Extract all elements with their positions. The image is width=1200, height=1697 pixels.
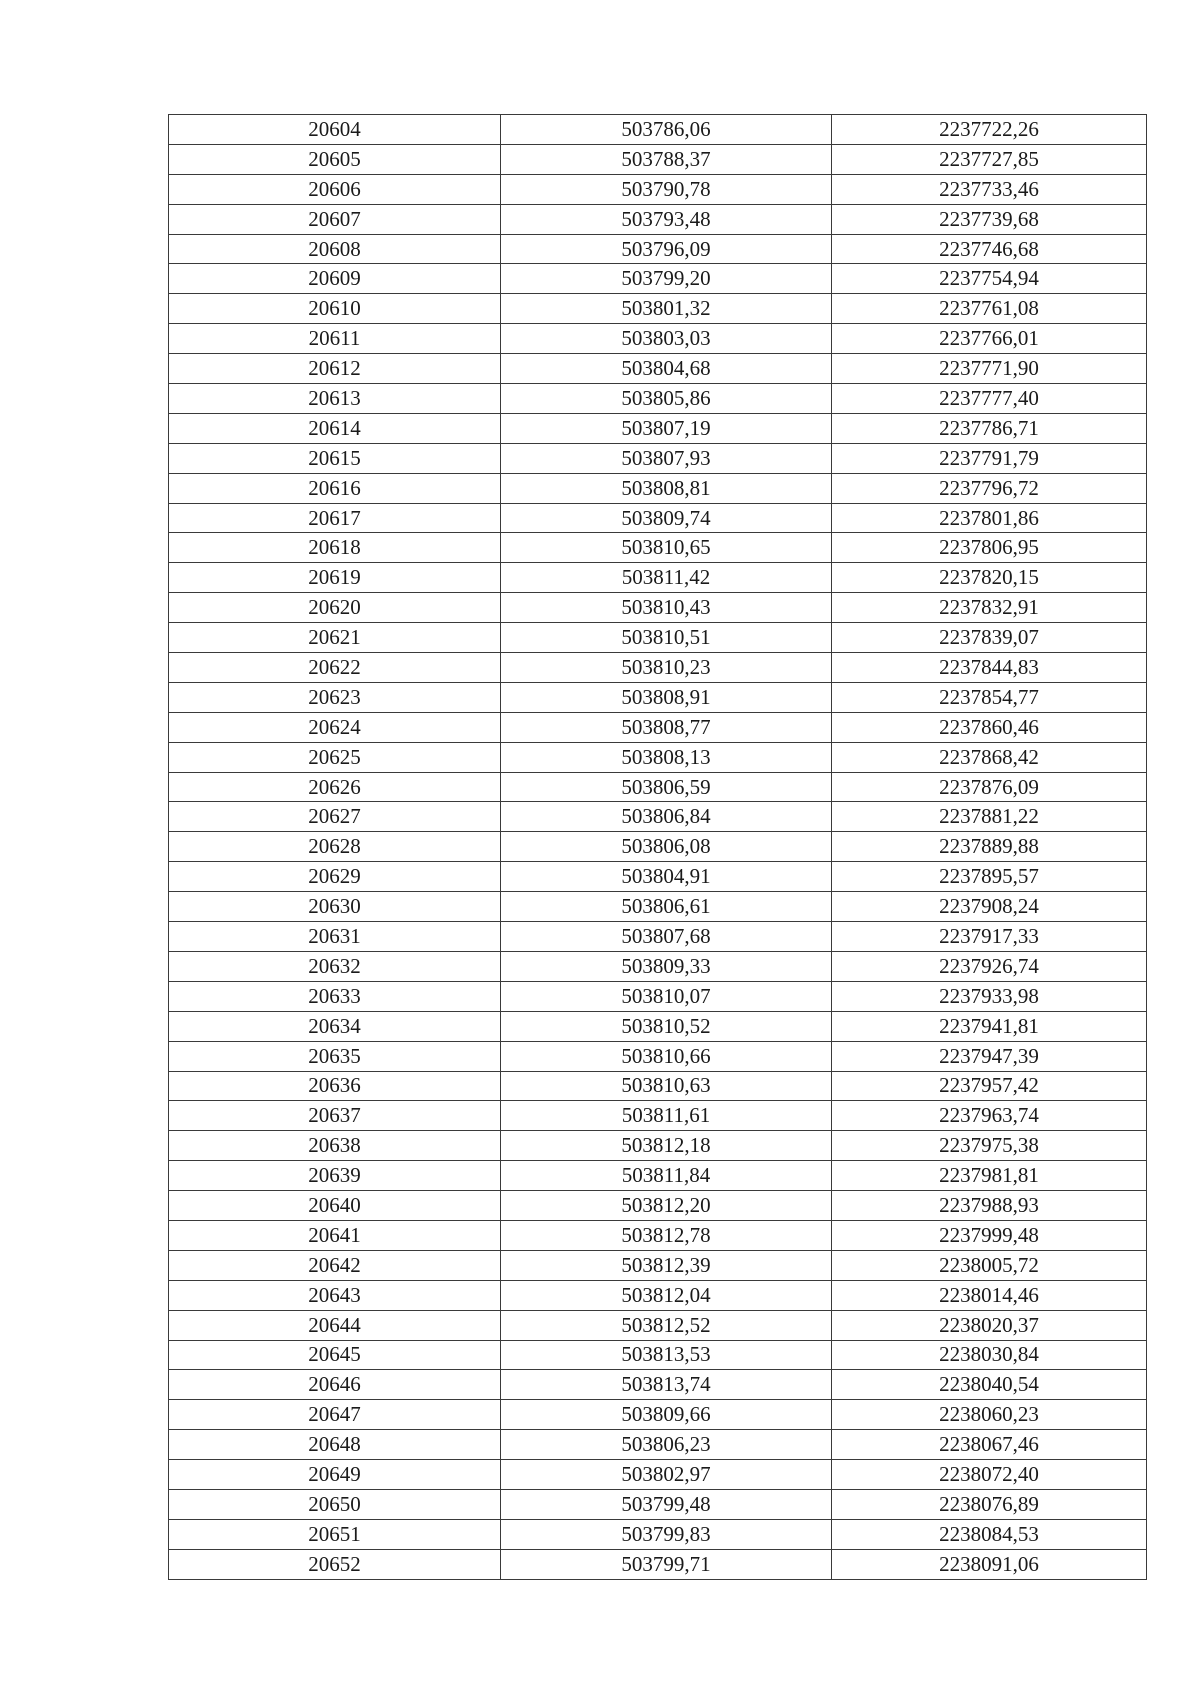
point-number-cell: 20622 xyxy=(169,653,501,683)
x-coordinate-cell: 503811,61 xyxy=(501,1101,832,1131)
point-number-cell: 20610 xyxy=(169,294,501,324)
y-coordinate-cell: 2237761,08 xyxy=(832,294,1147,324)
y-coordinate-cell: 2237806,95 xyxy=(832,533,1147,563)
table-row xyxy=(169,324,1147,354)
x-coordinate-cell: 503804,68 xyxy=(501,354,832,384)
y-coordinate-cell: 2238067,46 xyxy=(832,1430,1147,1460)
y-coordinate-cell: 2237926,74 xyxy=(832,951,1147,981)
point-number-cell: 20652 xyxy=(169,1549,501,1579)
table-row xyxy=(169,1549,1147,1579)
table-row xyxy=(169,384,1147,414)
x-coordinate-cell: 503806,23 xyxy=(501,1430,832,1460)
table-row xyxy=(169,443,1147,473)
y-coordinate-cell: 2237941,81 xyxy=(832,1011,1147,1041)
point-number-cell: 20634 xyxy=(169,1011,501,1041)
x-coordinate-cell: 503813,74 xyxy=(501,1370,832,1400)
y-coordinate-cell: 2237844,83 xyxy=(832,653,1147,683)
point-number-cell: 20649 xyxy=(169,1460,501,1490)
x-coordinate-cell: 503808,81 xyxy=(501,473,832,503)
point-number-cell: 20635 xyxy=(169,1041,501,1071)
x-coordinate-cell: 503808,77 xyxy=(501,712,832,742)
coordinates-table-body xyxy=(169,115,1147,1580)
y-coordinate-cell: 2237876,09 xyxy=(832,772,1147,802)
table-row xyxy=(169,1191,1147,1221)
table-row xyxy=(169,862,1147,892)
y-coordinate-cell: 2238091,06 xyxy=(832,1549,1147,1579)
y-coordinate-cell: 2237766,01 xyxy=(832,324,1147,354)
point-number-cell: 20616 xyxy=(169,473,501,503)
table-row xyxy=(169,264,1147,294)
x-coordinate-cell: 503793,48 xyxy=(501,204,832,234)
y-coordinate-cell: 2237957,42 xyxy=(832,1071,1147,1101)
y-coordinate-cell: 2237839,07 xyxy=(832,623,1147,653)
point-number-cell: 20647 xyxy=(169,1400,501,1430)
point-number-cell: 20639 xyxy=(169,1161,501,1191)
x-coordinate-cell: 503809,74 xyxy=(501,503,832,533)
y-coordinate-cell: 2237917,33 xyxy=(832,922,1147,952)
x-coordinate-cell: 503811,84 xyxy=(501,1161,832,1191)
y-coordinate-cell: 2237739,68 xyxy=(832,204,1147,234)
point-number-cell: 20627 xyxy=(169,802,501,832)
x-coordinate-cell: 503812,39 xyxy=(501,1250,832,1280)
x-coordinate-cell: 503806,59 xyxy=(501,772,832,802)
point-number-cell: 20638 xyxy=(169,1131,501,1161)
x-coordinate-cell: 503810,51 xyxy=(501,623,832,653)
x-coordinate-cell: 503812,78 xyxy=(501,1220,832,1250)
y-coordinate-cell: 2237796,72 xyxy=(832,473,1147,503)
y-coordinate-cell: 2238020,37 xyxy=(832,1310,1147,1340)
y-coordinate-cell: 2238030,84 xyxy=(832,1340,1147,1370)
y-coordinate-cell: 2237727,85 xyxy=(832,144,1147,174)
table-row xyxy=(169,1250,1147,1280)
x-coordinate-cell: 503812,04 xyxy=(501,1280,832,1310)
x-coordinate-cell: 503813,53 xyxy=(501,1340,832,1370)
table-row xyxy=(169,503,1147,533)
y-coordinate-cell: 2237981,81 xyxy=(832,1161,1147,1191)
table-row xyxy=(169,742,1147,772)
point-number-cell: 20620 xyxy=(169,593,501,623)
x-coordinate-cell: 503810,66 xyxy=(501,1041,832,1071)
y-coordinate-cell: 2237999,48 xyxy=(832,1220,1147,1250)
y-coordinate-cell: 2237889,88 xyxy=(832,832,1147,862)
point-number-cell: 20637 xyxy=(169,1101,501,1131)
table-row xyxy=(169,1280,1147,1310)
point-number-cell: 20615 xyxy=(169,443,501,473)
point-number-cell: 20648 xyxy=(169,1430,501,1460)
table-row xyxy=(169,1489,1147,1519)
y-coordinate-cell: 2237975,38 xyxy=(832,1131,1147,1161)
x-coordinate-cell: 503810,52 xyxy=(501,1011,832,1041)
point-number-cell: 20642 xyxy=(169,1250,501,1280)
y-coordinate-cell: 2237733,46 xyxy=(832,174,1147,204)
point-number-cell: 20631 xyxy=(169,922,501,952)
y-coordinate-cell: 2238014,46 xyxy=(832,1280,1147,1310)
table-row xyxy=(169,623,1147,653)
point-number-cell: 20632 xyxy=(169,951,501,981)
table-row xyxy=(169,1400,1147,1430)
x-coordinate-cell: 503796,09 xyxy=(501,234,832,264)
point-number-cell: 20604 xyxy=(169,115,501,145)
x-coordinate-cell: 503811,42 xyxy=(501,563,832,593)
x-coordinate-cell: 503807,68 xyxy=(501,922,832,952)
point-number-cell: 20612 xyxy=(169,354,501,384)
x-coordinate-cell: 503799,20 xyxy=(501,264,832,294)
table-row xyxy=(169,1041,1147,1071)
y-coordinate-cell: 2237820,15 xyxy=(832,563,1147,593)
x-coordinate-cell: 503786,06 xyxy=(501,115,832,145)
point-number-cell: 20636 xyxy=(169,1071,501,1101)
point-number-cell: 20630 xyxy=(169,892,501,922)
table-row xyxy=(169,1460,1147,1490)
x-coordinate-cell: 503812,52 xyxy=(501,1310,832,1340)
table-row xyxy=(169,832,1147,862)
point-number-cell: 20633 xyxy=(169,981,501,1011)
y-coordinate-cell: 2238005,72 xyxy=(832,1250,1147,1280)
point-number-cell: 20619 xyxy=(169,563,501,593)
y-coordinate-cell: 2237786,71 xyxy=(832,413,1147,443)
table-row xyxy=(169,951,1147,981)
y-coordinate-cell: 2238060,23 xyxy=(832,1400,1147,1430)
y-coordinate-cell: 2237895,57 xyxy=(832,862,1147,892)
table-row xyxy=(169,682,1147,712)
x-coordinate-cell: 503807,93 xyxy=(501,443,832,473)
x-coordinate-cell: 503806,84 xyxy=(501,802,832,832)
table-row xyxy=(169,1161,1147,1191)
x-coordinate-cell: 503809,33 xyxy=(501,951,832,981)
y-coordinate-cell: 2238040,54 xyxy=(832,1370,1147,1400)
y-coordinate-cell: 2237963,74 xyxy=(832,1101,1147,1131)
point-number-cell: 20614 xyxy=(169,413,501,443)
point-number-cell: 20618 xyxy=(169,533,501,563)
point-number-cell: 20645 xyxy=(169,1340,501,1370)
point-number-cell: 20629 xyxy=(169,862,501,892)
x-coordinate-cell: 503790,78 xyxy=(501,174,832,204)
table-row xyxy=(169,593,1147,623)
table-row xyxy=(169,563,1147,593)
x-coordinate-cell: 503788,37 xyxy=(501,144,832,174)
table-row xyxy=(169,1131,1147,1161)
table-row xyxy=(169,772,1147,802)
x-coordinate-cell: 503808,91 xyxy=(501,682,832,712)
table-row xyxy=(169,354,1147,384)
table-row xyxy=(169,1101,1147,1131)
point-number-cell: 20625 xyxy=(169,742,501,772)
point-number-cell: 20608 xyxy=(169,234,501,264)
point-number-cell: 20617 xyxy=(169,503,501,533)
table-row xyxy=(169,653,1147,683)
table-row xyxy=(169,1220,1147,1250)
point-number-cell: 20611 xyxy=(169,324,501,354)
table-row xyxy=(169,234,1147,264)
y-coordinate-cell: 2237881,22 xyxy=(832,802,1147,832)
table-row xyxy=(169,1011,1147,1041)
x-coordinate-cell: 503804,91 xyxy=(501,862,832,892)
point-number-cell: 20646 xyxy=(169,1370,501,1400)
x-coordinate-cell: 503802,97 xyxy=(501,1460,832,1490)
x-coordinate-cell: 503810,07 xyxy=(501,981,832,1011)
x-coordinate-cell: 503812,18 xyxy=(501,1131,832,1161)
y-coordinate-cell: 2237777,40 xyxy=(832,384,1147,414)
table-row xyxy=(169,1310,1147,1340)
point-number-cell: 20613 xyxy=(169,384,501,414)
table-row xyxy=(169,204,1147,234)
table-row xyxy=(169,533,1147,563)
y-coordinate-cell: 2237854,77 xyxy=(832,682,1147,712)
point-number-cell: 20624 xyxy=(169,712,501,742)
y-coordinate-cell: 2237832,91 xyxy=(832,593,1147,623)
x-coordinate-cell: 503810,63 xyxy=(501,1071,832,1101)
coordinates-table xyxy=(168,114,1147,1580)
point-number-cell: 20644 xyxy=(169,1310,501,1340)
table-row xyxy=(169,712,1147,742)
point-number-cell: 20626 xyxy=(169,772,501,802)
y-coordinate-cell: 2237791,79 xyxy=(832,443,1147,473)
x-coordinate-cell: 503806,61 xyxy=(501,892,832,922)
point-number-cell: 20628 xyxy=(169,832,501,862)
point-number-cell: 20621 xyxy=(169,623,501,653)
y-coordinate-cell: 2237746,68 xyxy=(832,234,1147,264)
point-number-cell: 20640 xyxy=(169,1191,501,1221)
table-row xyxy=(169,981,1147,1011)
x-coordinate-cell: 503801,32 xyxy=(501,294,832,324)
x-coordinate-cell: 503810,65 xyxy=(501,533,832,563)
point-number-cell: 20643 xyxy=(169,1280,501,1310)
table-row xyxy=(169,144,1147,174)
y-coordinate-cell: 2238076,89 xyxy=(832,1489,1147,1519)
point-number-cell: 20609 xyxy=(169,264,501,294)
table-row xyxy=(169,1430,1147,1460)
table-row xyxy=(169,294,1147,324)
point-number-cell: 20606 xyxy=(169,174,501,204)
x-coordinate-cell: 503805,86 xyxy=(501,384,832,414)
y-coordinate-cell: 2237868,42 xyxy=(832,742,1147,772)
point-number-cell: 20605 xyxy=(169,144,501,174)
table-row xyxy=(169,802,1147,832)
y-coordinate-cell: 2238072,40 xyxy=(832,1460,1147,1490)
x-coordinate-cell: 503799,48 xyxy=(501,1489,832,1519)
x-coordinate-cell: 503808,13 xyxy=(501,742,832,772)
y-coordinate-cell: 2237754,94 xyxy=(832,264,1147,294)
x-coordinate-cell: 503810,43 xyxy=(501,593,832,623)
table-row xyxy=(169,174,1147,204)
y-coordinate-cell: 2237933,98 xyxy=(832,981,1147,1011)
x-coordinate-cell: 503812,20 xyxy=(501,1191,832,1221)
y-coordinate-cell: 2237860,46 xyxy=(832,712,1147,742)
table-row xyxy=(169,1340,1147,1370)
x-coordinate-cell: 503809,66 xyxy=(501,1400,832,1430)
y-coordinate-cell: 2237908,24 xyxy=(832,892,1147,922)
point-number-cell: 20623 xyxy=(169,682,501,712)
y-coordinate-cell: 2237801,86 xyxy=(832,503,1147,533)
x-coordinate-cell: 503807,19 xyxy=(501,413,832,443)
y-coordinate-cell: 2238084,53 xyxy=(832,1519,1147,1549)
table-row xyxy=(169,1370,1147,1400)
x-coordinate-cell: 503806,08 xyxy=(501,832,832,862)
table-row xyxy=(169,922,1147,952)
y-coordinate-cell: 2237771,90 xyxy=(832,354,1147,384)
table-row xyxy=(169,1519,1147,1549)
y-coordinate-cell: 2237988,93 xyxy=(832,1191,1147,1221)
table-row xyxy=(169,892,1147,922)
table-row xyxy=(169,473,1147,503)
table-row xyxy=(169,413,1147,443)
table-row xyxy=(169,1071,1147,1101)
x-coordinate-cell: 503799,71 xyxy=(501,1549,832,1579)
x-coordinate-cell: 503803,03 xyxy=(501,324,832,354)
point-number-cell: 20641 xyxy=(169,1220,501,1250)
x-coordinate-cell: 503810,23 xyxy=(501,653,832,683)
y-coordinate-cell: 2237722,26 xyxy=(832,115,1147,145)
x-coordinate-cell: 503799,83 xyxy=(501,1519,832,1549)
point-number-cell: 20607 xyxy=(169,204,501,234)
y-coordinate-cell: 2237947,39 xyxy=(832,1041,1147,1071)
point-number-cell: 20650 xyxy=(169,1489,501,1519)
table-row xyxy=(169,115,1147,145)
point-number-cell: 20651 xyxy=(169,1519,501,1549)
